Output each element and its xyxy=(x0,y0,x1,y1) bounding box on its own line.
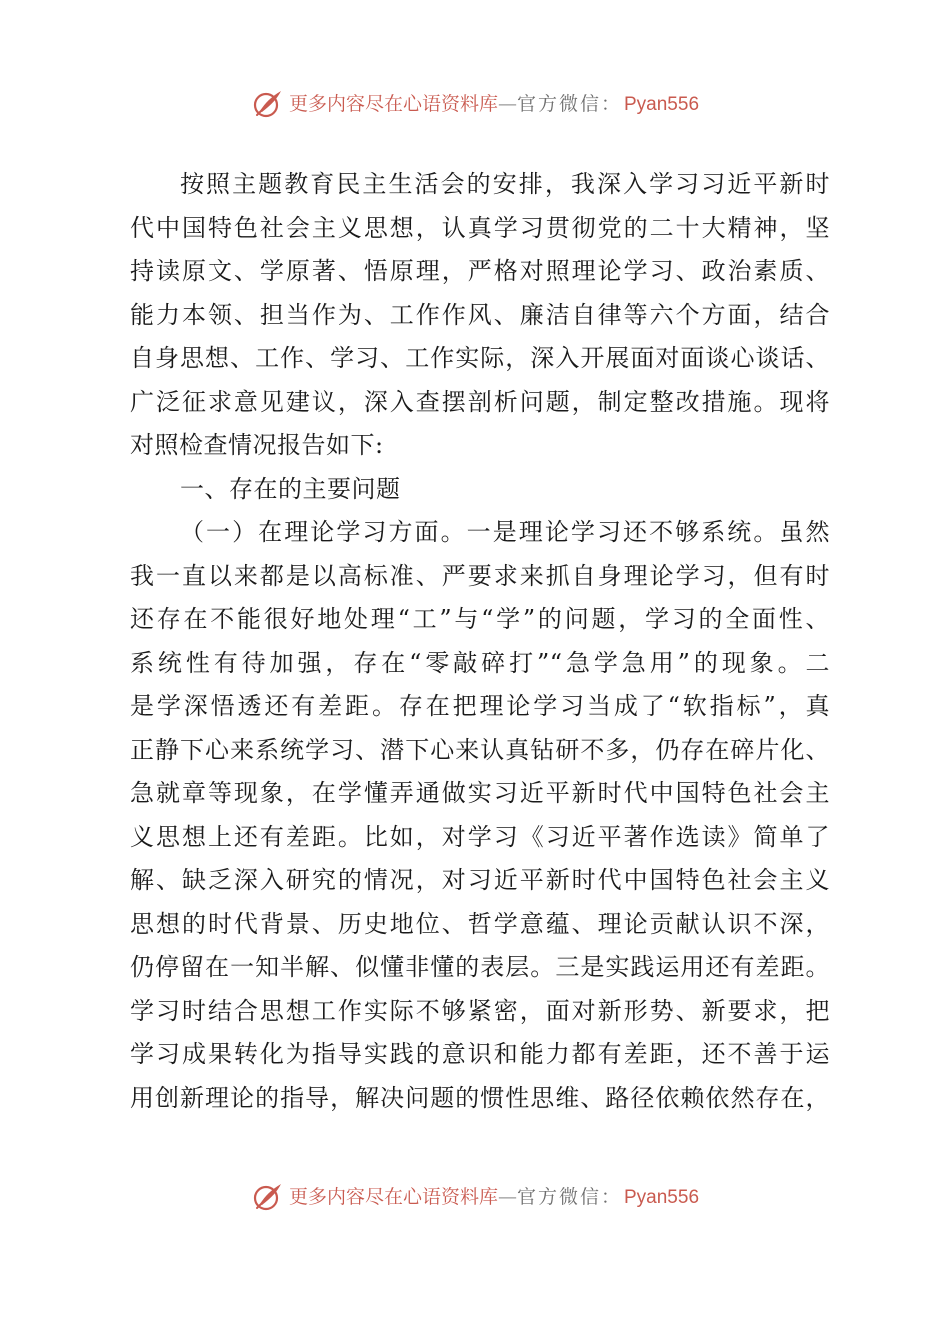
header-watermark xyxy=(0,84,950,124)
watermark-official-label: 官方微信： xyxy=(516,1185,622,1208)
section-heading: 一、存在的主要问题 xyxy=(180,474,401,503)
paragraph-line: 代中国特色社会主义思想，认真学习贯彻党的二十大精神，坚 xyxy=(130,213,830,242)
watermark-official-label: 官方微信： xyxy=(516,92,622,115)
paragraph-line: 学习时结合思想工作实际不够紧密，面对新形势、新要求，把 xyxy=(130,996,830,1025)
watermark-separator: — xyxy=(497,92,517,115)
paragraph-line: 系统性有待加强，存在“零敲碎打”“急学急用”的现象。二 xyxy=(130,648,830,677)
paragraph-line: 用创新理论的指导，解决问题的惯性思维、路径依赖依然存在， xyxy=(130,1083,830,1112)
paragraph-line: 义思想上还有差距。比如，对学习《习近平著作选读》简单了 xyxy=(130,822,830,851)
paragraph-line: 仍停留在一知半解、似懂非懂的表层。三是实践运用还有差距。 xyxy=(130,953,830,981)
watermark-separator: — xyxy=(497,1185,517,1208)
watermark-wechat-id: Pyan556 xyxy=(624,1186,700,1208)
footer-watermark xyxy=(0,1177,950,1217)
watermark-main-text: 更多内容尽在心语资料库 xyxy=(288,1185,498,1208)
quill-logo-icon xyxy=(251,1180,285,1214)
paragraph-line: 自身思想、工作、学习、工作实际，深入开展面对面谈心谈话、 xyxy=(130,344,830,372)
document-body xyxy=(130,163,830,1120)
paragraph-line: 思想的时代背景、历史地位、哲学意蕴、理论贡献认识不深， xyxy=(130,909,830,938)
paragraph-line: 广泛征求意见建议，深入查摆剖析问题，制定整改措施。现将 xyxy=(130,387,830,416)
paragraph-line: 持读原文、学原著、悟原理，严格对照理论学习、政治素质、 xyxy=(130,257,830,285)
paragraph-line: 对照检查情况报告如下: xyxy=(130,431,384,459)
paragraph-line: 正静下心来系统学习、潜下心来认真钻研不多，仍存在碎片化、 xyxy=(130,735,830,764)
paragraph-line: 是学深悟透还有差距。存在把理论学习当成了“软指标”，真 xyxy=(130,692,830,720)
paragraph-line: 解、缺乏深入研究的情况，对习近平新时代中国特色社会主义 xyxy=(130,866,830,894)
paragraph-line: （一）在理论学习方面。一是理论学习还不够系统。虽然 xyxy=(180,518,830,546)
watermark-wechat-id: Pyan556 xyxy=(624,93,700,115)
quill-logo-icon xyxy=(251,87,285,121)
paragraph-line: 我一直以来都是以高标准、严要求来抓自身理论学习，但有时 xyxy=(130,561,830,590)
watermark-main-text: 更多内容尽在心语资料库 xyxy=(288,92,498,115)
paragraph-line: 急就章等现象，在学懂弄通做实习近平新时代中国特色社会主 xyxy=(130,779,830,807)
paragraph-line: 能力本领、担当作为、工作作风、廉洁自律等六个方面，结合 xyxy=(130,300,830,329)
paragraph-line: 学习成果转化为指导实践的意识和能力都有差距，还不善于运 xyxy=(130,1040,830,1068)
paragraph-line: 按照主题教育民主生活会的安排，我深入学习习近平新时 xyxy=(180,170,830,198)
paragraph-line: 还存在不能很好地处理“工”与“学”的问题，学习的全面性、 xyxy=(130,605,830,633)
